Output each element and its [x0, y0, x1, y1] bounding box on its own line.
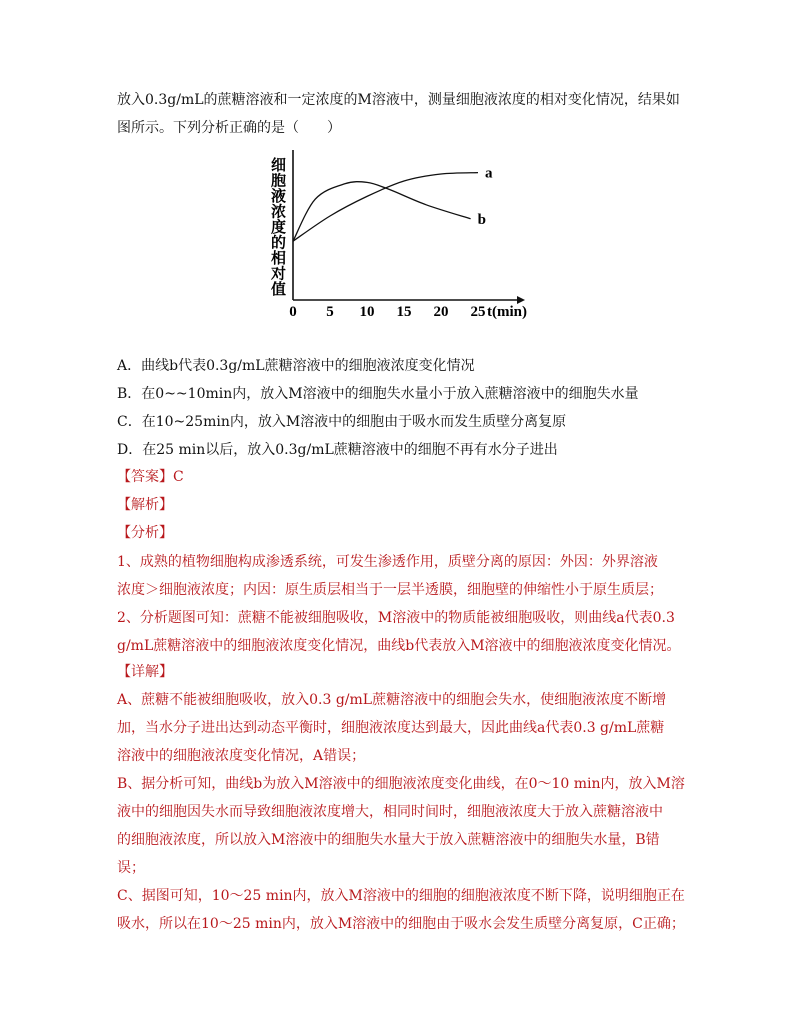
question-line-1: 放入0.3g/mL的蔗糖溶液和一定浓度的M溶液中，测量细胞液浓度的相对变化情况，结果如 — [117, 92, 680, 108]
x-tick-label: 15 — [396, 304, 412, 320]
option-c: C．在10~25min内，放入M溶液中的细胞由于吸水而发生质壁分离复原 — [117, 414, 567, 430]
analysis-line: 2、分析题图可知：蔗糖不能被细胞吸收，M溶液中的物质能被细胞吸收，则曲线a代表0.3 — [117, 610, 675, 626]
x-tick-label: 20 — [433, 304, 449, 320]
analysis-line: g/mL蔗糖溶液中的细胞液浓度变化情况，曲线b代表放入M溶液中的细胞液浓度变化情况。 — [117, 638, 681, 654]
y-label-char: 胞 — [271, 171, 287, 190]
series-line-b — [293, 182, 471, 242]
jiexi-heading: 【解析】 — [117, 497, 173, 513]
detail-line: B、据分析可知，曲线b为放入M溶液中的细胞液浓度变化曲线，在0～10 min内，放入M溶 — [117, 776, 685, 792]
y-label-char: 对 — [271, 264, 287, 283]
analysis-line: 1、成熟的植物细胞构成渗透系统，可发生渗透作用，质壁分离的原因：外因：外界溶液 — [117, 554, 658, 570]
detail-line: A、蔗糖不能被细胞吸收，放入0.3 g/mL蔗糖溶液中的细胞会失水，使细胞液浓度不断增 — [117, 692, 667, 708]
concentration-chart — [255, 150, 535, 325]
series-lines — [293, 166, 493, 242]
fenxi-heading: 【分析】 — [117, 525, 173, 541]
detail-line: 加，当水分子进出达到动态平衡时，细胞液浓度达到最大，因此曲线a代表0.3 g/mL蔗糖 — [117, 720, 665, 736]
x-tick-label: 25 — [470, 304, 486, 320]
y-label-char: 细 — [271, 156, 287, 174]
series-label-b: b — [477, 211, 486, 228]
detail-line: C、据图可知，10～25 min内，放入M溶液中的细胞的细胞液浓度不断下降，说明细胞正在 — [117, 888, 685, 904]
analysis-line: 浓度＞细胞液浓度；内因：原生质层相当于一层半透膜，细胞壁的伸缩性小于原生质层； — [117, 582, 663, 598]
series-line-a — [293, 173, 478, 242]
x-tick-label: 10 — [359, 304, 375, 320]
x-axis-arrow — [517, 296, 525, 304]
option-d: D．在25 min以后，放入0.3g/mL蔗糖溶液中的细胞不再有水分子进出 — [117, 442, 558, 458]
option-b: B．在0~~10min内，放入M溶液中的细胞失水量小于放入蔗糖溶液中的细胞失水量 — [117, 386, 639, 402]
detail-line: 的细胞液浓度，所以放入M溶液中的细胞失水量大于放入蔗糖溶液中的细胞失水量，B错 — [117, 832, 660, 848]
series-label-a: a — [485, 165, 493, 182]
y-axis-label — [270, 156, 286, 298]
x-tick-labels — [289, 304, 485, 320]
y-label-char: 液 — [271, 187, 287, 205]
y-label-char: 的 — [271, 233, 287, 252]
detail-line: 误； — [117, 860, 145, 876]
x-axis-label: t(min) — [487, 304, 527, 320]
y-label-char: 值 — [271, 280, 287, 298]
x-tick-label: 5 — [326, 304, 334, 320]
xiangjie-heading: 【详解】 — [117, 664, 173, 680]
question-line-2: 图所示。下列分析正确的是（ ） — [117, 120, 341, 136]
y-label-char: 浓 — [271, 202, 287, 221]
detail-line: 溶液中的细胞液浓度变化情况，A错误； — [117, 748, 366, 764]
detail-line: 吸水，所以在10～25 min内，放入M溶液中的细胞由于吸水会发生质壁分离复原，C正确； — [117, 916, 685, 932]
y-label-char: 度 — [271, 218, 287, 236]
option-a: A．曲线b代表0.3g/mL蔗糖溶液中的细胞液浓度变化情况 — [117, 358, 475, 374]
x-tick-label: 0 — [289, 304, 297, 320]
detail-line: 液中的细胞因失水而导致细胞液浓度增大，相同时间时，细胞液浓度大于放入蔗糖溶液中 — [117, 804, 663, 820]
answer-line: 【答案】C — [117, 469, 184, 485]
y-label-char: 相 — [271, 249, 287, 267]
